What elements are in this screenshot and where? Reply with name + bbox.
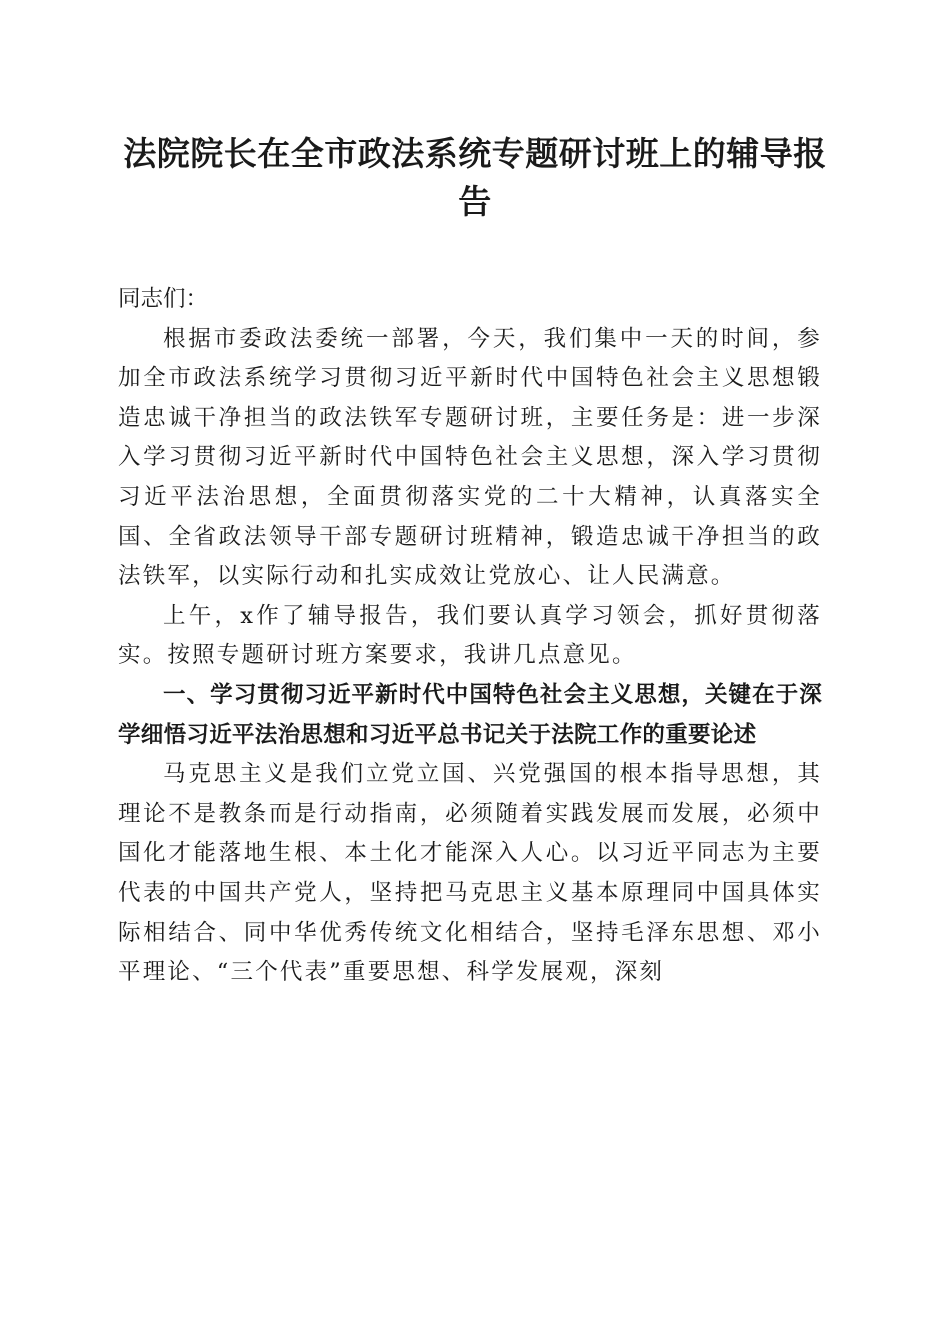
body-paragraph: 根据市委政法委统一部署，今天，我们集中一天的时间，参加全市政法系统学习贯彻习近平新时代中国特色社会主义思想锻造忠诚干净担当的政法铁军专题研讨班，主要任务是：进一步深入学习贯彻习近平新时代中国特色社会主义思想，深入学习贯彻习近平法治思想，全面贯彻落实党的二十大精神，认真落实全国、全省政法领导干部专题研讨班精神，锻造忠诚干净担当的政法铁军，以实际行动和扎实成效让党放心、让人民满意。 (118, 325, 822, 590)
salutation: 同志们： (118, 286, 209, 312)
document-title: 法院院长在全市政法系统专题研讨班上的辅导报告 (123, 134, 827, 221)
section-heading: 一、学习贯彻习近平新时代中国特色社会主义思想，关键在于深学细悟习近平法治思想和习近平总书记关于法院工作的重要论述 (118, 681, 822, 748)
document-body (118, 280, 822, 993)
section-paragraph: 马克思主义是我们立党立国、兴党强国的根本指导思想，其理论不是教条而是行动指南，必须随着实践发展而发展，必须中国化才能落地生根、本土化才能深入人心。以习近平同志为主要代表的中国共产党人，坚持把马克思主义基本原理同中国具体实际相结合、同中华优秀传统文化相结合，坚持毛泽东思想、邓小平理论、“三个代表”重要思想、科学发展观，深刻 (118, 761, 822, 986)
body-paragraph: 上午，x作了辅导报告，我们要认真学习领会，抓好贯彻落实。按照专题研讨班方案要求，我讲几点意见。 (118, 602, 822, 669)
